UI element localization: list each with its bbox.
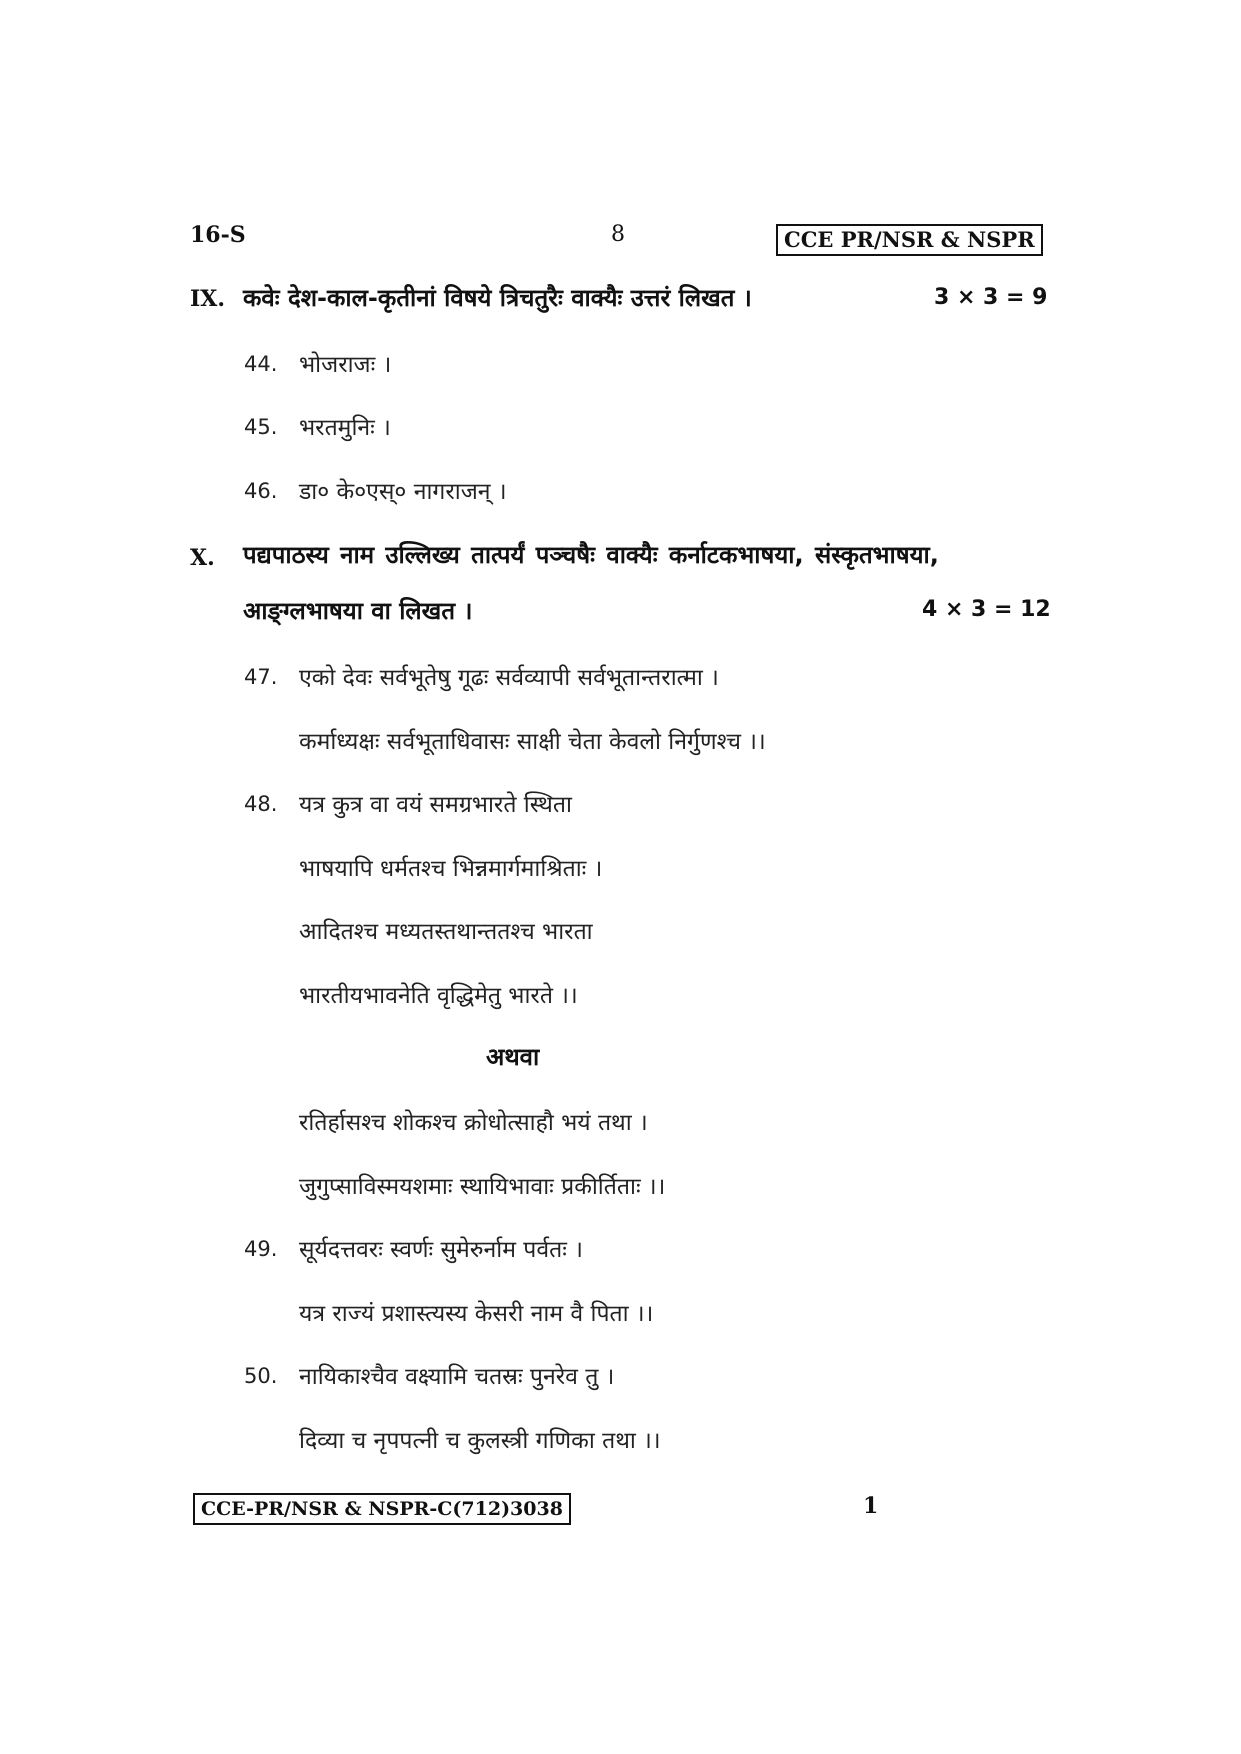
footer-code-box: CCE-PR/NSR & NSPR-C(712)3038 [193,1493,571,1525]
page-number: 8 [611,222,625,247]
section-ix-number: IX. [190,286,226,312]
verse-line: यत्र राज्यं प्रशास्त्यस्य केसरी नाम वै पिता ।। [299,1301,654,1327]
verse-line: दिव्या च नृपपत्नी च कुलस्त्री गणिका तथा ।। [299,1428,661,1454]
section-x-number: X. [190,545,215,571]
question-44-text: भोजराजः । [299,352,392,378]
footer-number: 1 [863,1493,879,1519]
section-x-instruction-line1: पद्यपाठस्य नाम उल्लिख्य तात्पर्यं पञ्चषैः वाक्यैः कर्नाटकभाषया, संस्कृतभाषया, [243,541,939,569]
header-paper-code: 16-S [190,222,246,248]
question-49-number: 49. [244,1237,278,1261]
question-45-number: 45. [244,415,278,439]
verse-line: नायिकाश्चैव वक्ष्यामि चतस्रः पुनरेव तु । [299,1364,615,1390]
question-48-number: 48. [244,792,278,816]
question-50-number: 50. [244,1364,278,1388]
question-46-text: डा० के०एस्० नागराजन् । [299,479,507,505]
question-47-number: 47. [244,665,278,689]
verse-line: यत्र कुत्र वा वयं समग्रभारते स्थिता [299,792,572,818]
verse-line: रतिर्हासश्च शोकश्च क्रोधोत्साहौ भयं तथा । [299,1110,648,1136]
header-exam-code-box: CCE PR/NSR & NSPR [776,224,1043,256]
section-ix-marks: 3 × 3 = 9 [934,285,1048,310]
verse-line: सूर्यदत्तवरः स्वर्णः सुमेरुर्नाम पर्वतः । [299,1237,583,1263]
verse-line: कर्माध्यक्षः सर्वभूताधिवासः साक्षी चेता केवलो निर्गुणश्च ।। [299,729,766,755]
question-46-number: 46. [244,479,278,503]
verse-line: आदितश्च मध्यतस्तथान्ततश्च भारता [299,919,593,945]
section-x-marks: 4 × 3 = 12 [922,597,1051,622]
section-x-instruction-line2: आङ्ग्लभाषया वा लिखत । [243,597,473,625]
section-ix-instruction: कवेः देश-काल-कृतीनां विषये त्रिचतुरैः वाक्यैः उत्तरं लिखत । [243,284,752,312]
question-45-text: भरतमुनिः । [299,415,391,441]
verse-line: एको देवः सर्वभूतेषु गूढः सर्वव्यापी सर्वभूतान्तरात्मा । [299,665,719,691]
verse-line: भारतीयभावनेति वृद्धिमेतु भारते ।। [299,983,578,1009]
verse-line: जुगुप्साविस्मयशमाः स्थायिभावाः प्रकीर्तिताः ।। [299,1174,666,1200]
verse-line: भाषयापि धर्मतश्च भिन्नमार्गमाश्रिताः । [299,856,603,882]
question-44-number: 44. [244,352,278,376]
or-heading: अथवा [486,1043,540,1071]
